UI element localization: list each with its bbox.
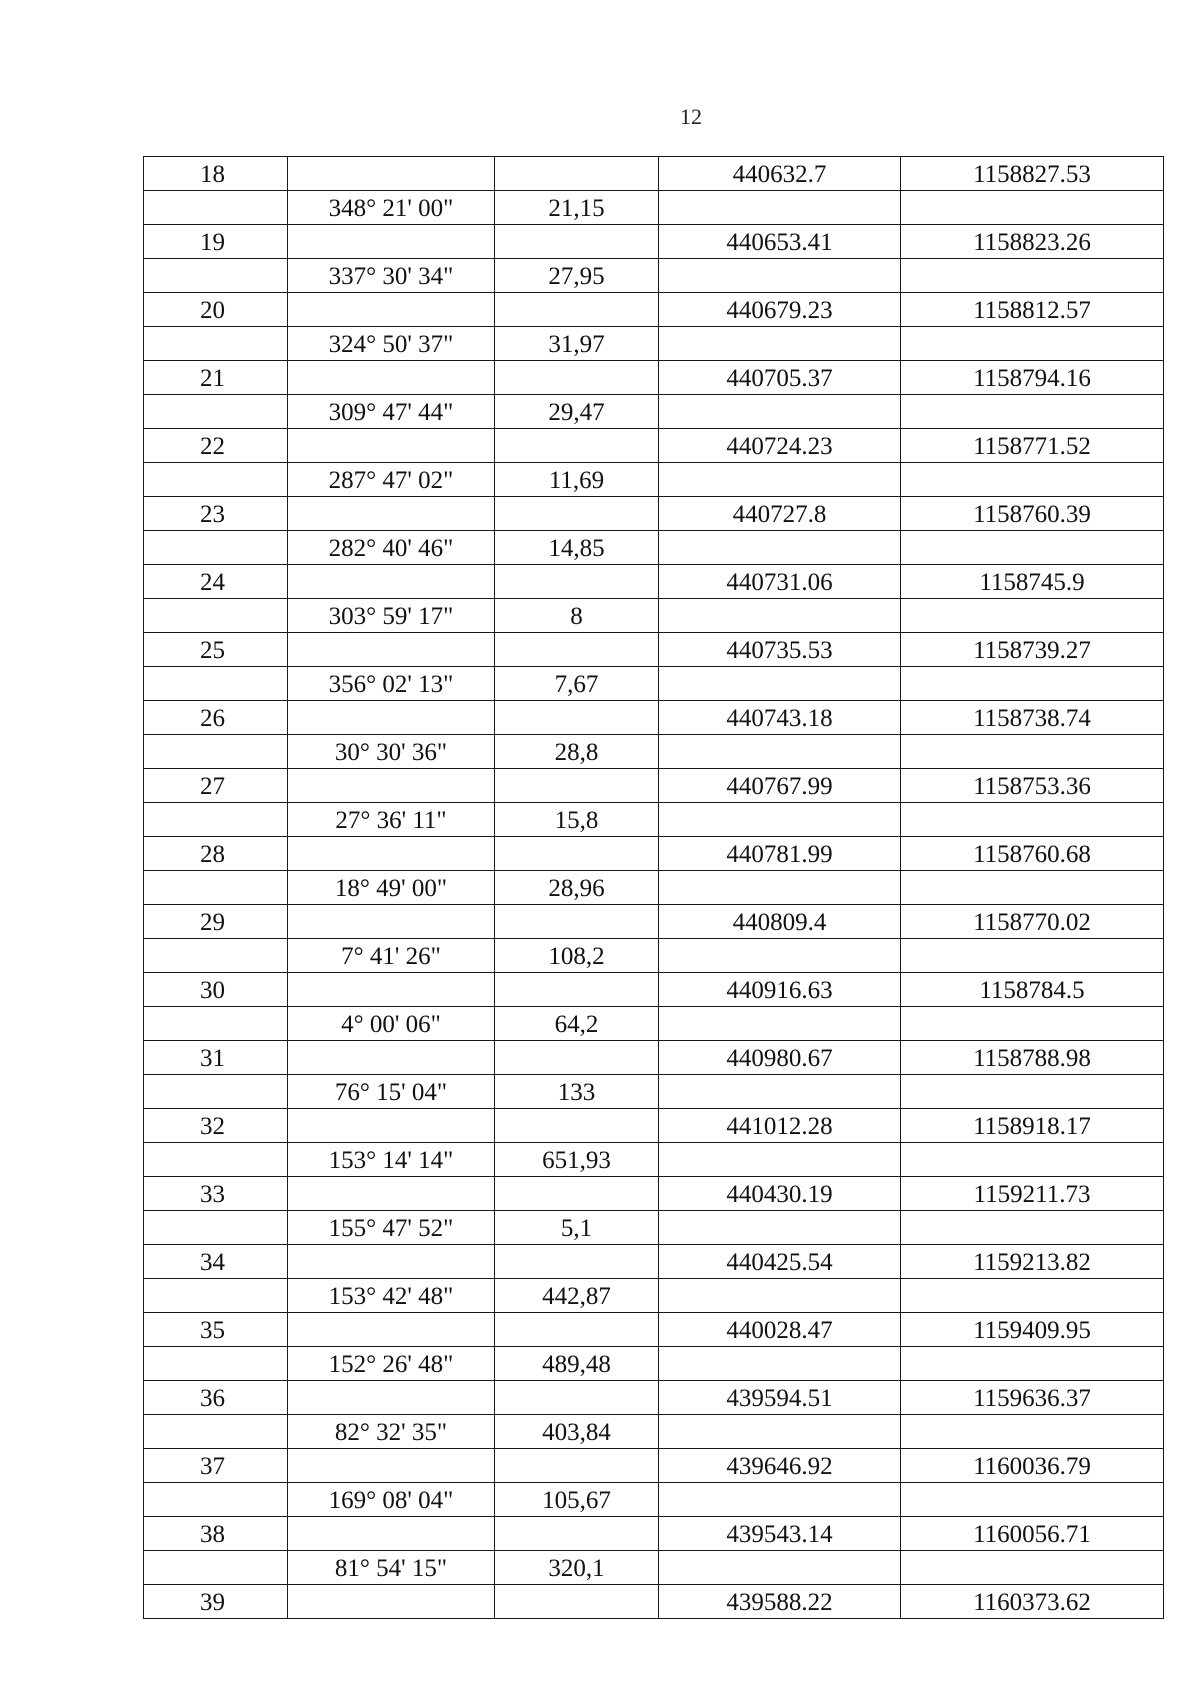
x-coordinate-cell: 440679.23	[659, 293, 901, 327]
point-number-cell: 22	[144, 429, 288, 463]
y-coordinate-cell	[901, 191, 1164, 225]
segment-row	[144, 191, 1164, 225]
x-coordinate-cell: 439588.22	[659, 1585, 901, 1619]
point-number-cell: 39	[144, 1585, 288, 1619]
y-coordinate-cell	[901, 1415, 1164, 1449]
point-row	[144, 293, 1164, 327]
angle-cell: 76° 15' 04"	[288, 1075, 495, 1109]
segment-row	[144, 395, 1164, 429]
point-row	[144, 1449, 1164, 1483]
x-coordinate-cell: 440028.47	[659, 1313, 901, 1347]
point-row	[144, 633, 1164, 667]
segment-row	[144, 667, 1164, 701]
angle-cell: 82° 32' 35"	[288, 1415, 495, 1449]
length-cell: 8	[495, 599, 659, 633]
segment-row	[144, 531, 1164, 565]
segment-row	[144, 463, 1164, 497]
point-number-cell: 30	[144, 973, 288, 1007]
point-number-cell: 19	[144, 225, 288, 259]
point-row	[144, 1041, 1164, 1075]
point-row	[144, 905, 1164, 939]
angle-cell	[288, 633, 495, 667]
point-number-cell: 18	[144, 157, 288, 191]
angle-cell	[288, 1449, 495, 1483]
y-coordinate-cell: 1158823.26	[901, 225, 1164, 259]
x-coordinate-cell: 440781.99	[659, 837, 901, 871]
x-coordinate-cell: 440705.37	[659, 361, 901, 395]
point-number-cell	[144, 1075, 288, 1109]
length-cell: 105,67	[495, 1483, 659, 1517]
point-number-cell	[144, 599, 288, 633]
point-number-cell: 26	[144, 701, 288, 735]
point-number-cell	[144, 1211, 288, 1245]
y-coordinate-cell: 1158918.17	[901, 1109, 1164, 1143]
point-number-cell	[144, 1415, 288, 1449]
length-cell: 14,85	[495, 531, 659, 565]
length-cell	[495, 769, 659, 803]
y-coordinate-cell	[901, 1551, 1164, 1585]
segment-row	[144, 1007, 1164, 1041]
angle-cell: 303° 59' 17"	[288, 599, 495, 633]
length-cell: 28,8	[495, 735, 659, 769]
y-coordinate-cell	[901, 1347, 1164, 1381]
length-cell: 5,1	[495, 1211, 659, 1245]
angle-cell: 287° 47' 02"	[288, 463, 495, 497]
y-coordinate-cell: 1158738.74	[901, 701, 1164, 735]
x-coordinate-cell	[659, 939, 901, 973]
y-coordinate-cell	[901, 259, 1164, 293]
segment-row	[144, 1483, 1164, 1517]
length-cell	[495, 225, 659, 259]
x-coordinate-cell: 440980.67	[659, 1041, 901, 1075]
angle-cell	[288, 701, 495, 735]
length-cell: 64,2	[495, 1007, 659, 1041]
point-number-cell	[144, 667, 288, 701]
point-number-cell	[144, 327, 288, 361]
length-cell	[495, 1449, 659, 1483]
x-coordinate-cell	[659, 1143, 901, 1177]
angle-cell: 152° 26' 48"	[288, 1347, 495, 1381]
point-number-cell: 38	[144, 1517, 288, 1551]
angle-cell	[288, 1585, 495, 1619]
angle-cell: 18° 49' 00"	[288, 871, 495, 905]
x-coordinate-cell	[659, 1551, 901, 1585]
x-coordinate-cell: 440731.06	[659, 565, 901, 599]
segment-row	[144, 599, 1164, 633]
y-coordinate-cell: 1158770.02	[901, 905, 1164, 939]
point-row	[144, 837, 1164, 871]
segment-row	[144, 1211, 1164, 1245]
y-coordinate-cell: 1158812.57	[901, 293, 1164, 327]
coordinates-table-body	[144, 157, 1164, 1619]
length-cell	[495, 1517, 659, 1551]
length-cell: 7,67	[495, 667, 659, 701]
point-row	[144, 701, 1164, 735]
point-number-cell: 25	[144, 633, 288, 667]
angle-cell	[288, 1245, 495, 1279]
x-coordinate-cell: 441012.28	[659, 1109, 901, 1143]
x-coordinate-cell	[659, 1075, 901, 1109]
length-cell: 11,69	[495, 463, 659, 497]
length-cell	[495, 837, 659, 871]
angle-cell	[288, 497, 495, 531]
segment-row	[144, 871, 1164, 905]
point-number-cell	[144, 463, 288, 497]
point-row	[144, 769, 1164, 803]
y-coordinate-cell: 1159636.37	[901, 1381, 1164, 1415]
length-cell	[495, 1245, 659, 1279]
y-coordinate-cell	[901, 1075, 1164, 1109]
angle-cell: 153° 14' 14"	[288, 1143, 495, 1177]
y-coordinate-cell	[901, 871, 1164, 905]
point-row	[144, 1177, 1164, 1211]
length-cell: 21,15	[495, 191, 659, 225]
point-number-cell: 20	[144, 293, 288, 327]
point-number-cell	[144, 191, 288, 225]
coordinates-table	[143, 156, 1164, 1619]
point-number-cell: 23	[144, 497, 288, 531]
y-coordinate-cell: 1158739.27	[901, 633, 1164, 667]
y-coordinate-cell: 1158771.52	[901, 429, 1164, 463]
x-coordinate-cell	[659, 327, 901, 361]
angle-cell: 348° 21' 00"	[288, 191, 495, 225]
y-coordinate-cell	[901, 1007, 1164, 1041]
length-cell: 320,1	[495, 1551, 659, 1585]
x-coordinate-cell: 440653.41	[659, 225, 901, 259]
x-coordinate-cell: 439646.92	[659, 1449, 901, 1483]
x-coordinate-cell	[659, 1211, 901, 1245]
y-coordinate-cell	[901, 1279, 1164, 1313]
point-number-cell	[144, 1279, 288, 1313]
x-coordinate-cell	[659, 1007, 901, 1041]
x-coordinate-cell: 440727.8	[659, 497, 901, 531]
angle-cell: 153° 42' 48"	[288, 1279, 495, 1313]
angle-cell: 27° 36' 11"	[288, 803, 495, 837]
length-cell	[495, 1381, 659, 1415]
y-coordinate-cell: 1160056.71	[901, 1517, 1164, 1551]
x-coordinate-cell: 440724.23	[659, 429, 901, 463]
x-coordinate-cell	[659, 259, 901, 293]
page-number: 12	[680, 104, 702, 129]
y-coordinate-cell	[901, 1143, 1164, 1177]
point-number-cell	[144, 1347, 288, 1381]
angle-cell	[288, 429, 495, 463]
length-cell: 651,93	[495, 1143, 659, 1177]
segment-row	[144, 327, 1164, 361]
point-number-cell	[144, 259, 288, 293]
segment-row	[144, 803, 1164, 837]
angle-cell: 169° 08' 04"	[288, 1483, 495, 1517]
point-number-cell: 27	[144, 769, 288, 803]
length-cell	[495, 429, 659, 463]
y-coordinate-cell: 1158753.36	[901, 769, 1164, 803]
x-coordinate-cell	[659, 1415, 901, 1449]
segment-row	[144, 1075, 1164, 1109]
point-number-cell	[144, 395, 288, 429]
segment-row	[144, 939, 1164, 973]
segment-row	[144, 735, 1164, 769]
point-number-cell	[144, 803, 288, 837]
point-number-cell	[144, 735, 288, 769]
point-number-cell: 34	[144, 1245, 288, 1279]
length-cell	[495, 1041, 659, 1075]
angle-cell: 337° 30' 34"	[288, 259, 495, 293]
x-coordinate-cell: 440916.63	[659, 973, 901, 1007]
y-coordinate-cell	[901, 531, 1164, 565]
angle-cell	[288, 1313, 495, 1347]
segment-row	[144, 1279, 1164, 1313]
point-row	[144, 429, 1164, 463]
y-coordinate-cell: 1158827.53	[901, 157, 1164, 191]
length-cell: 31,97	[495, 327, 659, 361]
y-coordinate-cell: 1159211.73	[901, 1177, 1164, 1211]
angle-cell	[288, 905, 495, 939]
length-cell	[495, 361, 659, 395]
segment-row	[144, 1551, 1164, 1585]
x-coordinate-cell	[659, 1483, 901, 1517]
angle-cell: 356° 02' 13"	[288, 667, 495, 701]
point-row	[144, 1381, 1164, 1415]
y-coordinate-cell	[901, 803, 1164, 837]
angle-cell	[288, 973, 495, 1007]
y-coordinate-cell	[901, 395, 1164, 429]
angle-cell	[288, 293, 495, 327]
point-row	[144, 497, 1164, 531]
x-coordinate-cell	[659, 803, 901, 837]
point-row	[144, 1245, 1164, 1279]
y-coordinate-cell	[901, 1211, 1164, 1245]
point-row	[144, 973, 1164, 1007]
angle-cell: 4° 00' 06"	[288, 1007, 495, 1041]
y-coordinate-cell: 1159213.82	[901, 1245, 1164, 1279]
length-cell: 442,87	[495, 1279, 659, 1313]
length-cell: 403,84	[495, 1415, 659, 1449]
y-coordinate-cell: 1158745.9	[901, 565, 1164, 599]
segment-row	[144, 1143, 1164, 1177]
point-number-cell: 21	[144, 361, 288, 395]
point-number-cell	[144, 939, 288, 973]
length-cell	[495, 1313, 659, 1347]
angle-cell	[288, 225, 495, 259]
x-coordinate-cell: 440809.4	[659, 905, 901, 939]
x-coordinate-cell: 439594.51	[659, 1381, 901, 1415]
point-number-cell: 33	[144, 1177, 288, 1211]
point-number-cell: 37	[144, 1449, 288, 1483]
x-coordinate-cell	[659, 463, 901, 497]
x-coordinate-cell: 440632.7	[659, 157, 901, 191]
y-coordinate-cell	[901, 599, 1164, 633]
angle-cell	[288, 565, 495, 599]
length-cell: 28,96	[495, 871, 659, 905]
y-coordinate-cell	[901, 327, 1164, 361]
y-coordinate-cell: 1158784.5	[901, 973, 1164, 1007]
y-coordinate-cell: 1160373.62	[901, 1585, 1164, 1619]
coordinates-table-container	[143, 156, 1164, 1619]
length-cell	[495, 701, 659, 735]
point-number-cell: 28	[144, 837, 288, 871]
y-coordinate-cell: 1158788.98	[901, 1041, 1164, 1075]
y-coordinate-cell	[901, 735, 1164, 769]
x-coordinate-cell: 440735.53	[659, 633, 901, 667]
x-coordinate-cell	[659, 871, 901, 905]
point-row	[144, 225, 1164, 259]
x-coordinate-cell: 440743.18	[659, 701, 901, 735]
x-coordinate-cell	[659, 1347, 901, 1381]
x-coordinate-cell	[659, 599, 901, 633]
angle-cell: 7° 41' 26"	[288, 939, 495, 973]
angle-cell	[288, 837, 495, 871]
point-number-cell	[144, 1551, 288, 1585]
point-number-cell	[144, 531, 288, 565]
segment-row	[144, 1347, 1164, 1381]
length-cell	[495, 157, 659, 191]
angle-cell: 30° 30' 36"	[288, 735, 495, 769]
length-cell	[495, 565, 659, 599]
point-number-cell	[144, 871, 288, 905]
point-row	[144, 1585, 1164, 1619]
y-coordinate-cell	[901, 463, 1164, 497]
point-row	[144, 1517, 1164, 1551]
point-row	[144, 157, 1164, 191]
y-coordinate-cell	[901, 1483, 1164, 1517]
point-number-cell: 24	[144, 565, 288, 599]
point-number-cell: 35	[144, 1313, 288, 1347]
length-cell: 489,48	[495, 1347, 659, 1381]
y-coordinate-cell: 1159409.95	[901, 1313, 1164, 1347]
length-cell: 133	[495, 1075, 659, 1109]
length-cell	[495, 497, 659, 531]
y-coordinate-cell	[901, 667, 1164, 701]
y-coordinate-cell: 1158794.16	[901, 361, 1164, 395]
y-coordinate-cell: 1158760.39	[901, 497, 1164, 531]
angle-cell	[288, 157, 495, 191]
point-row	[144, 565, 1164, 599]
angle-cell: 81° 54' 15"	[288, 1551, 495, 1585]
y-coordinate-cell: 1158760.68	[901, 837, 1164, 871]
y-coordinate-cell	[901, 939, 1164, 973]
angle-cell	[288, 1381, 495, 1415]
x-coordinate-cell	[659, 531, 901, 565]
point-number-cell	[144, 1143, 288, 1177]
point-row	[144, 361, 1164, 395]
point-row	[144, 1109, 1164, 1143]
angle-cell	[288, 769, 495, 803]
point-number-cell	[144, 1483, 288, 1517]
point-row	[144, 1313, 1164, 1347]
x-coordinate-cell	[659, 735, 901, 769]
point-number-cell: 32	[144, 1109, 288, 1143]
angle-cell	[288, 1177, 495, 1211]
angle-cell: 324° 50' 37"	[288, 327, 495, 361]
x-coordinate-cell	[659, 1279, 901, 1313]
length-cell: 108,2	[495, 939, 659, 973]
angle-cell: 155° 47' 52"	[288, 1211, 495, 1245]
x-coordinate-cell: 440767.99	[659, 769, 901, 803]
length-cell	[495, 293, 659, 327]
x-coordinate-cell	[659, 667, 901, 701]
x-coordinate-cell	[659, 395, 901, 429]
segment-row	[144, 1415, 1164, 1449]
point-number-cell	[144, 1007, 288, 1041]
angle-cell	[288, 1517, 495, 1551]
angle-cell	[288, 361, 495, 395]
y-coordinate-cell: 1160036.79	[901, 1449, 1164, 1483]
length-cell	[495, 973, 659, 1007]
point-number-cell: 29	[144, 905, 288, 939]
angle-cell: 282° 40' 46"	[288, 531, 495, 565]
length-cell	[495, 633, 659, 667]
segment-row	[144, 259, 1164, 293]
x-coordinate-cell: 439543.14	[659, 1517, 901, 1551]
angle-cell: 309° 47' 44"	[288, 395, 495, 429]
length-cell	[495, 1585, 659, 1619]
length-cell: 15,8	[495, 803, 659, 837]
length-cell	[495, 905, 659, 939]
length-cell	[495, 1177, 659, 1211]
point-number-cell: 36	[144, 1381, 288, 1415]
length-cell	[495, 1109, 659, 1143]
x-coordinate-cell: 440430.19	[659, 1177, 901, 1211]
angle-cell	[288, 1041, 495, 1075]
x-coordinate-cell: 440425.54	[659, 1245, 901, 1279]
length-cell: 27,95	[495, 259, 659, 293]
point-number-cell: 31	[144, 1041, 288, 1075]
angle-cell	[288, 1109, 495, 1143]
x-coordinate-cell	[659, 191, 901, 225]
length-cell: 29,47	[495, 395, 659, 429]
